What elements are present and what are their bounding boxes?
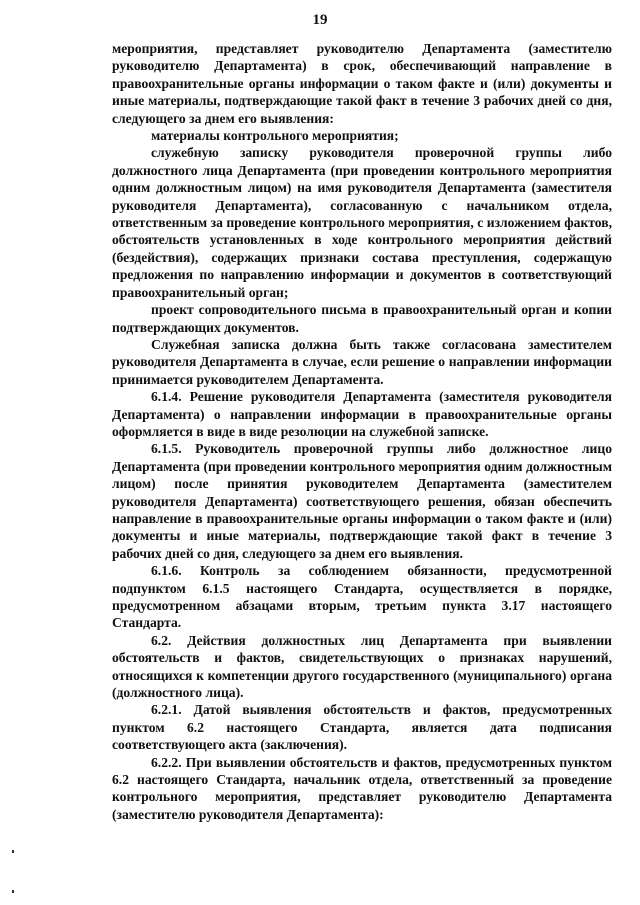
document-body — [112, 40, 612, 823]
clause-6-1-6: 6.1.6. Контроль за соблюдением обязанности, предусмотренной подпунктом 6.1.5 настоящего Стандарта, осуществляется в порядке, предусмотренном абзацами вторым, третьим пункта 3.17 настоящего Стандарта. — [112, 563, 612, 631]
clause-6-2-1: 6.2.1. Датой выявления обстоятельств и фактов, предусмотренных пунктом 6.2 настоящего Стандарта, является дата подписания соответствующего акта (заключения). — [112, 702, 612, 753]
clause-6-1-4: 6.1.4. Решение руководителя Департамента (заместителя руководителя Департамента) о направлении информации в правоохранительные органы оформляется в виде в виде резолюции на служебной записке. — [112, 389, 612, 439]
scan-speck — [12, 890, 14, 893]
clause-6-1-5: 6.1.5. Руководитель проверочной группы либо должностное лицо Департамента (при проведении контрольного мероприятия одним должностным лицом) после принятия руководителем Департамента (заместителем руководителя Департамента) соответствующего решения, обязан обеспечить направление в правоохранительные органы информации о таком факте и (или) документы и иные материалы, подтверждающие такой факт в течение 3 рабочих дней со дня, следующего за днем его выявления. — [112, 441, 612, 561]
paragraph-continuation: мероприятия, представляет руководителю Департамента (заместителю руководителю Департамента) в срок, обеспечивающий направление в правоохранительные органы информации о таком факте и (или) документы и иные материалы, подтверждающие такой факт в течение 3 рабочих дней со дня, следующего за днем его выявления: — [112, 41, 612, 126]
clause-6-2-2: 6.2.2. При выявлении обстоятельств и фактов, предусмотренных пунктом 6.2 настоящего Стандарта, начальник отдела, ответственный за проведение контрольного мероприятия, представляет руководителю Департамента (заместителю руководителя Департамента): — [112, 754, 612, 822]
list-item-memo: служебную записку руководителя проверочной группы либо должностного лица Департамента (при проведении контрольного мероприятия одним должностным лицом) на имя руководителя Департамента (заместителя руководителя Департамента), согласованную с начальником отдела, ответственным за проведение контрольного мероприятия, с изложением фактов, обстоятельств установленных в ходе контрольного мероприятия действий (бездействия), содержащих признаки состава преступления, содержащую предложения по направлению информации и документов в соответствующий правоохранительный орган; — [112, 145, 612, 300]
page-number: 19 — [312, 12, 328, 28]
clause-6-2: 6.2. Действия должностных лиц Департамента при выявлении обстоятельств и фактов, свидетельствующих о признаках нарушений, относящихся к компетенции другого государственного (муниципального) органа (должностного лица). — [112, 632, 612, 701]
list-item-draft-letter: проект сопроводительного письма в правоохранительный орган и копии подтверждающих документов. — [112, 302, 612, 335]
paragraph-memo-approval: Служебная записка должна быть также согласована заместителем руководителя Департамента в случае, если решение о направлении информации принимается руководителем Департамента. — [112, 336, 612, 387]
list-item-materials: материалы контрольного мероприятия; — [151, 128, 399, 144]
scan-speck — [12, 850, 14, 853]
